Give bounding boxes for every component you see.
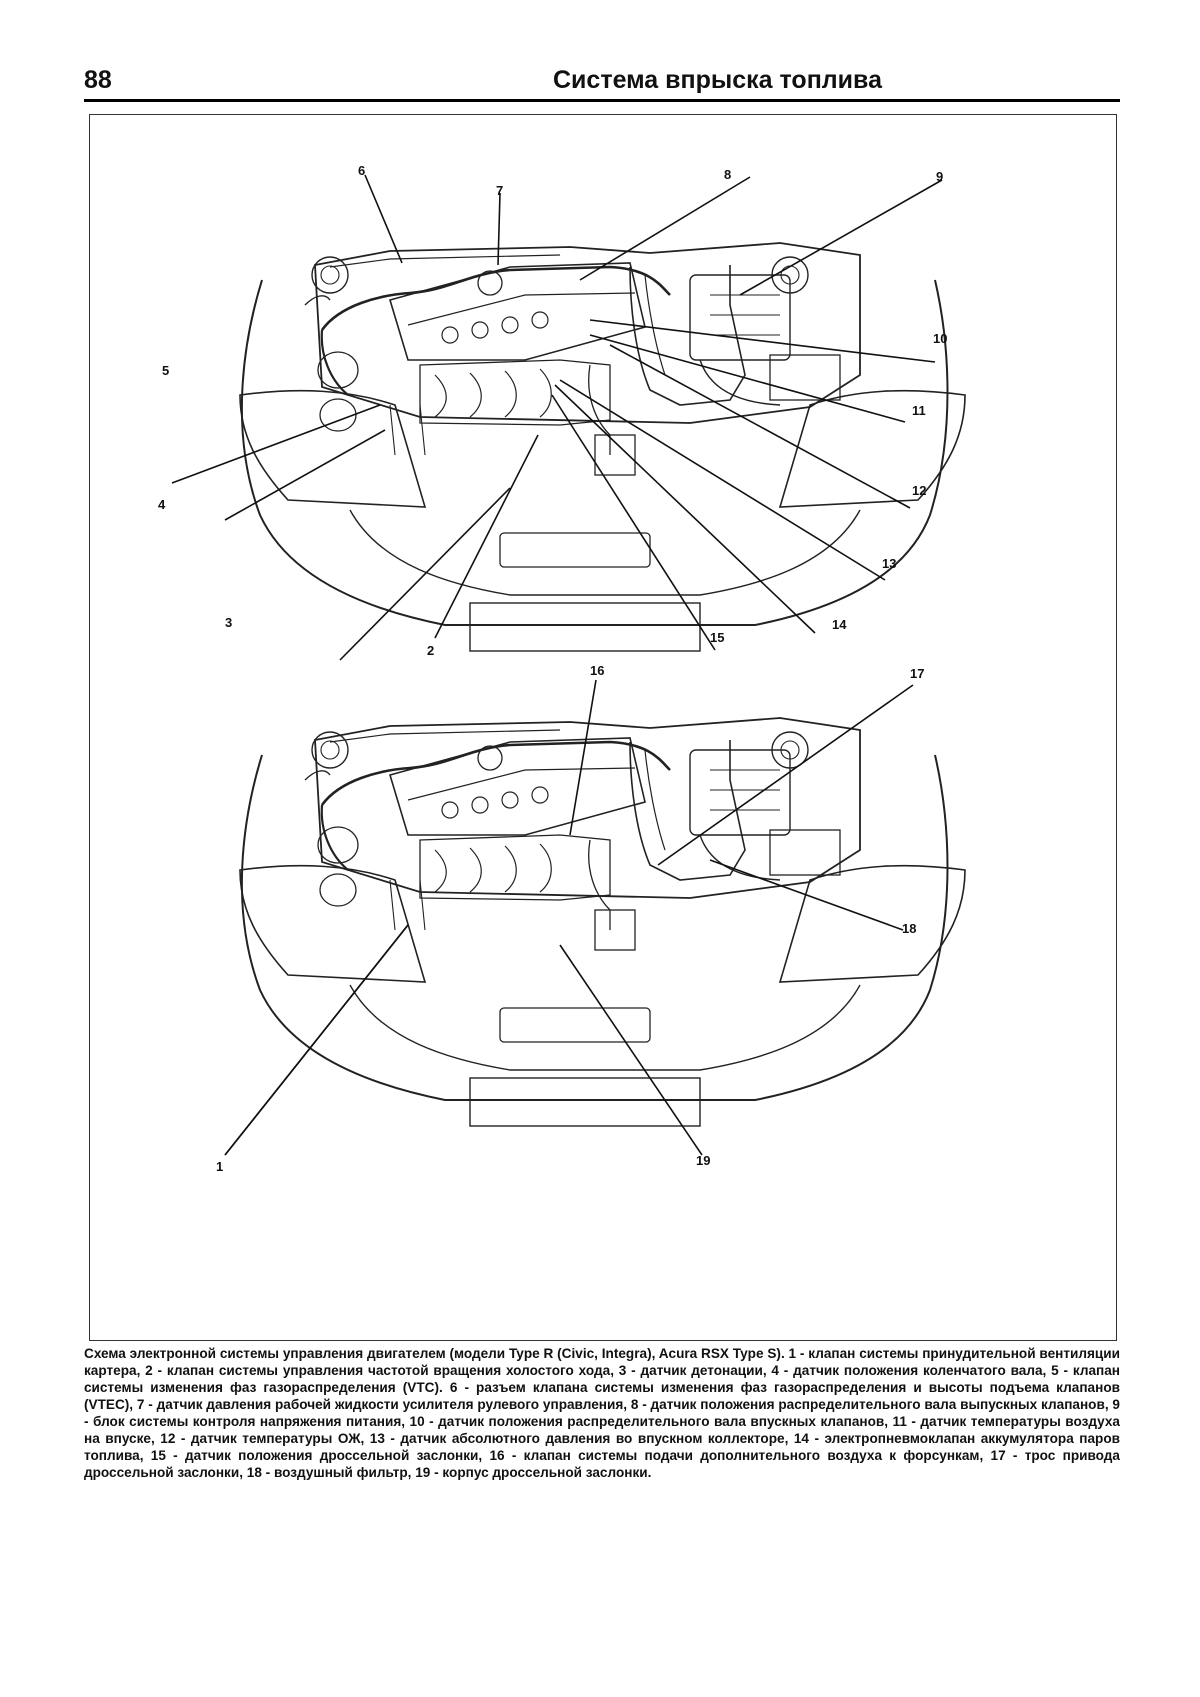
page-title: Система впрыска топлива (553, 66, 882, 94)
callout-7: 7 (496, 183, 504, 198)
engine-view-bottom (225, 663, 965, 1168)
callout-17: 17 (910, 666, 925, 681)
engine-diagram (90, 115, 1116, 1340)
page-number: 88 (84, 66, 112, 94)
callout-11: 11 (912, 403, 926, 418)
callout-2: 2 (427, 643, 435, 658)
callout-18: 18 (902, 921, 917, 936)
header-rule (84, 99, 1120, 102)
callout-9: 9 (936, 169, 944, 184)
callout-4: 4 (158, 497, 166, 512)
callout-14: 14 (832, 617, 847, 632)
callout-10: 10 (933, 331, 948, 346)
figure-frame (89, 114, 1117, 1341)
callout-5: 5 (162, 363, 170, 378)
callout-13: 13 (882, 556, 897, 571)
callout-6: 6 (358, 163, 366, 178)
callout-3: 3 (225, 615, 233, 630)
callout-1: 1 (216, 1159, 224, 1174)
callout-19: 19 (696, 1153, 711, 1168)
callout-16: 16 (590, 663, 605, 678)
callout-8: 8 (724, 167, 732, 182)
callout-12: 12 (912, 483, 927, 498)
engine-view-top (158, 163, 965, 1174)
callout-15: 15 (710, 630, 725, 645)
figure-caption: Схема электронной системы управления двигателем (модели Type R (Civic, Integra), Acura RSX Type S). 1 - клапан системы принудительной вентиляции картера, 2 - клапан системы управления частотой вращения холостого хода, 3 - датчик детонации, 4 - датчик положения коленчатого вала, 5 - клапан системы изменения фаз газораспределения (VTC). 6 - разъем клапана системы изменения фаз газораспределения и высоты подъема клапанов (VTEC), 7 - датчик давления рабочей жидкости усилителя рулевого управления, 8 - датчик положения распределительного вала выпускных клапанов, 9 - блок системы контроля напряжения питания, 10 - датчик положения распределительного вала впускных клапанов, 11 - датчик температуры воздуха на впуске, 12 - датчик температуры ОЖ, 13 - датчик абсолютного давления во впускном коллекторе, 14 - электропневмоклапан аккумулятора паров топлива, 15 - датчик положения дроссельной заслонки, 16 - клапан системы подачи дополнительного воздуха к форсункам, 17 - трос привода дроссельной заслонки, 18 - воздушный фильтр, 19 - корпус дроссельной заслонки. (84, 1346, 1120, 1480)
